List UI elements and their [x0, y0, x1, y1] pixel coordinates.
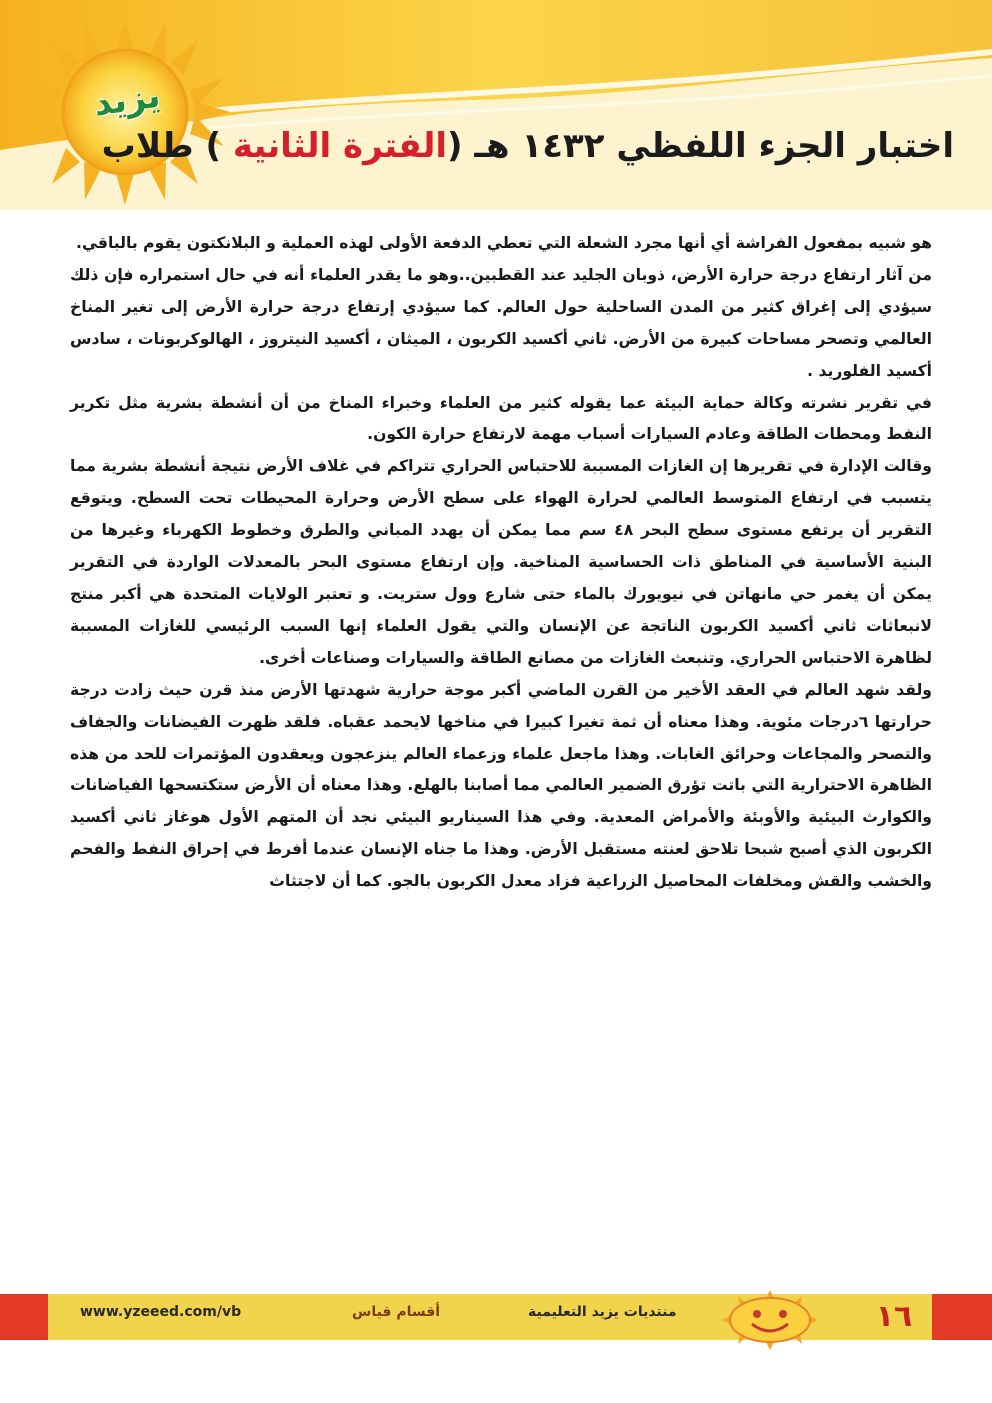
paragraph-1: هو شبيه بمفعول الفراشة أي أنها مجرد الشعلة التي تعطي الدفعة الأولى لهذه العملية و البلانكتون يقوم بالباقي.	[76, 234, 932, 252]
article-body	[70, 228, 932, 898]
logo-text: يزيد	[91, 75, 163, 125]
footer-url-link[interactable]: www.yzeeed.com/vb	[80, 1304, 242, 1320]
footer-section-label: أقسام قياس	[352, 1304, 441, 1320]
page-title	[101, 122, 954, 170]
page-number: ١٦	[875, 1299, 913, 1334]
paragraph-4: وقالت الإدارة في تقريرها إن الغازات المسببة للاحتباس الحراري تتراكم في غلاف الأرض نتيجة أنشطة بشرية مما يتسبب في ارتفاع المتوسط العالمي لحرارة الهواء على سطح الأرض وحرارة المحيطات تحت السطح. ويتوقع التقرير أن يرتفع مستوى سطح البحر ٤٨ سم مما يمكن أن يهدد المباني والطرق وخطوط الكهرباء وغيرها من البنية الأساسية في المناطق ذات الحساسية المناخية. وإن ارتفاع مستوى البحر بالمعدلات الواردة في التقرير يمكن أن يغمر حي مانهاتن في نيويورك بالماء حتى شارع وول ستريت. و تعتبر الولايات المتحدة هي أكبر منتج لانبعاثات ثاني أكسيد الكربون الناتجة عن الإنسان والتي يقول العلماء إنها السبب الرئيسي للغازات المسببة لظاهرة الاحتباس الحراري. وتنبعث الغازات من مصانع الطاقة والسيارات وصناعات أخرى.	[70, 457, 932, 667]
footer-forum-name: منتديات يزيد التعليمية	[528, 1304, 677, 1320]
title-part1: اختبار الجزء اللفظي ١٤٣٢ هـ (	[447, 126, 954, 166]
title-highlight: الفترة الثانية	[232, 126, 448, 166]
title-part2: ) طلاب	[101, 126, 233, 166]
footer-sun-icon	[0, 1290, 992, 1350]
page-footer	[0, 1290, 992, 1350]
paragraph-3: في تقرير نشرته وكالة حماية البيئة عما يقوله كثير من العلماء وخبراء المناخ من أن أنشطة بشرية مثل تكرير النفط ومحطات الطاقة وعادم السيارات أسباب مهمة لارتفاع حرارة الكون.	[70, 393, 932, 444]
paragraph-2: من آثار ارتفاع درجة حرارة الأرض، ذوبان الجليد عند القطبين..وهو ما يقدر العلماء أنه في حال استمراره فإن ذلك سيؤدي إلى إغراق كثير من المدن الساحلية حول العالم. كما سيؤدي إرتفاع درجة حرارة الأرض إلى تغير المناخ العالمي وتصحر مساحات كبيرة من الأرض. ثاني أكسيد الكربون ، الميثان ، أكسيد النيتروز ، الهالوكربونات ، سادس أكسيد الفلوريد .	[70, 265, 932, 380]
page-header	[0, 0, 992, 210]
paragraph-5: ولقد شهد العالم في العقد الأخير من القرن الماضي أكبر موجة حرارية شهدتها الأرض منذ قرن حيث زادت درجة حرارتها ٦درجات مئوية. وهذا معناه أن ثمة تغيرا كبيرا في مناخها لايحمد عقباه. فلقد ظهرت الفيضانات والجفاف والتصحر والمجاعات وحرائق الغابات. وهذا ماجعل علماء وزعماء العالم ينزعجون ويعقدون المؤتمرات للحد من هذه الظاهرة الاحترارية التي باتت تؤرق الضمير العالمي مما أصابنا بالهلع. وهذا معناه أن الأرض ستكتسحها الفياضانات والكوارث البيئية والأوبئة والأمراض المعدية. وفي هذا السيناريو البيئي نجد أن المتهم الأول هوغاز ثاني أكسيد الكربون الذي أصبح شبحا تلاحق لعنته مستقبل الأرض. وهذا ما جناه الإنسان عندما أفرط في إحراق النفط والفحم والخشب والقش ومخلفات المحاصيل الزراعية فزاد معدل الكربون بالجو. كما أن لاجتثاث	[70, 680, 932, 891]
